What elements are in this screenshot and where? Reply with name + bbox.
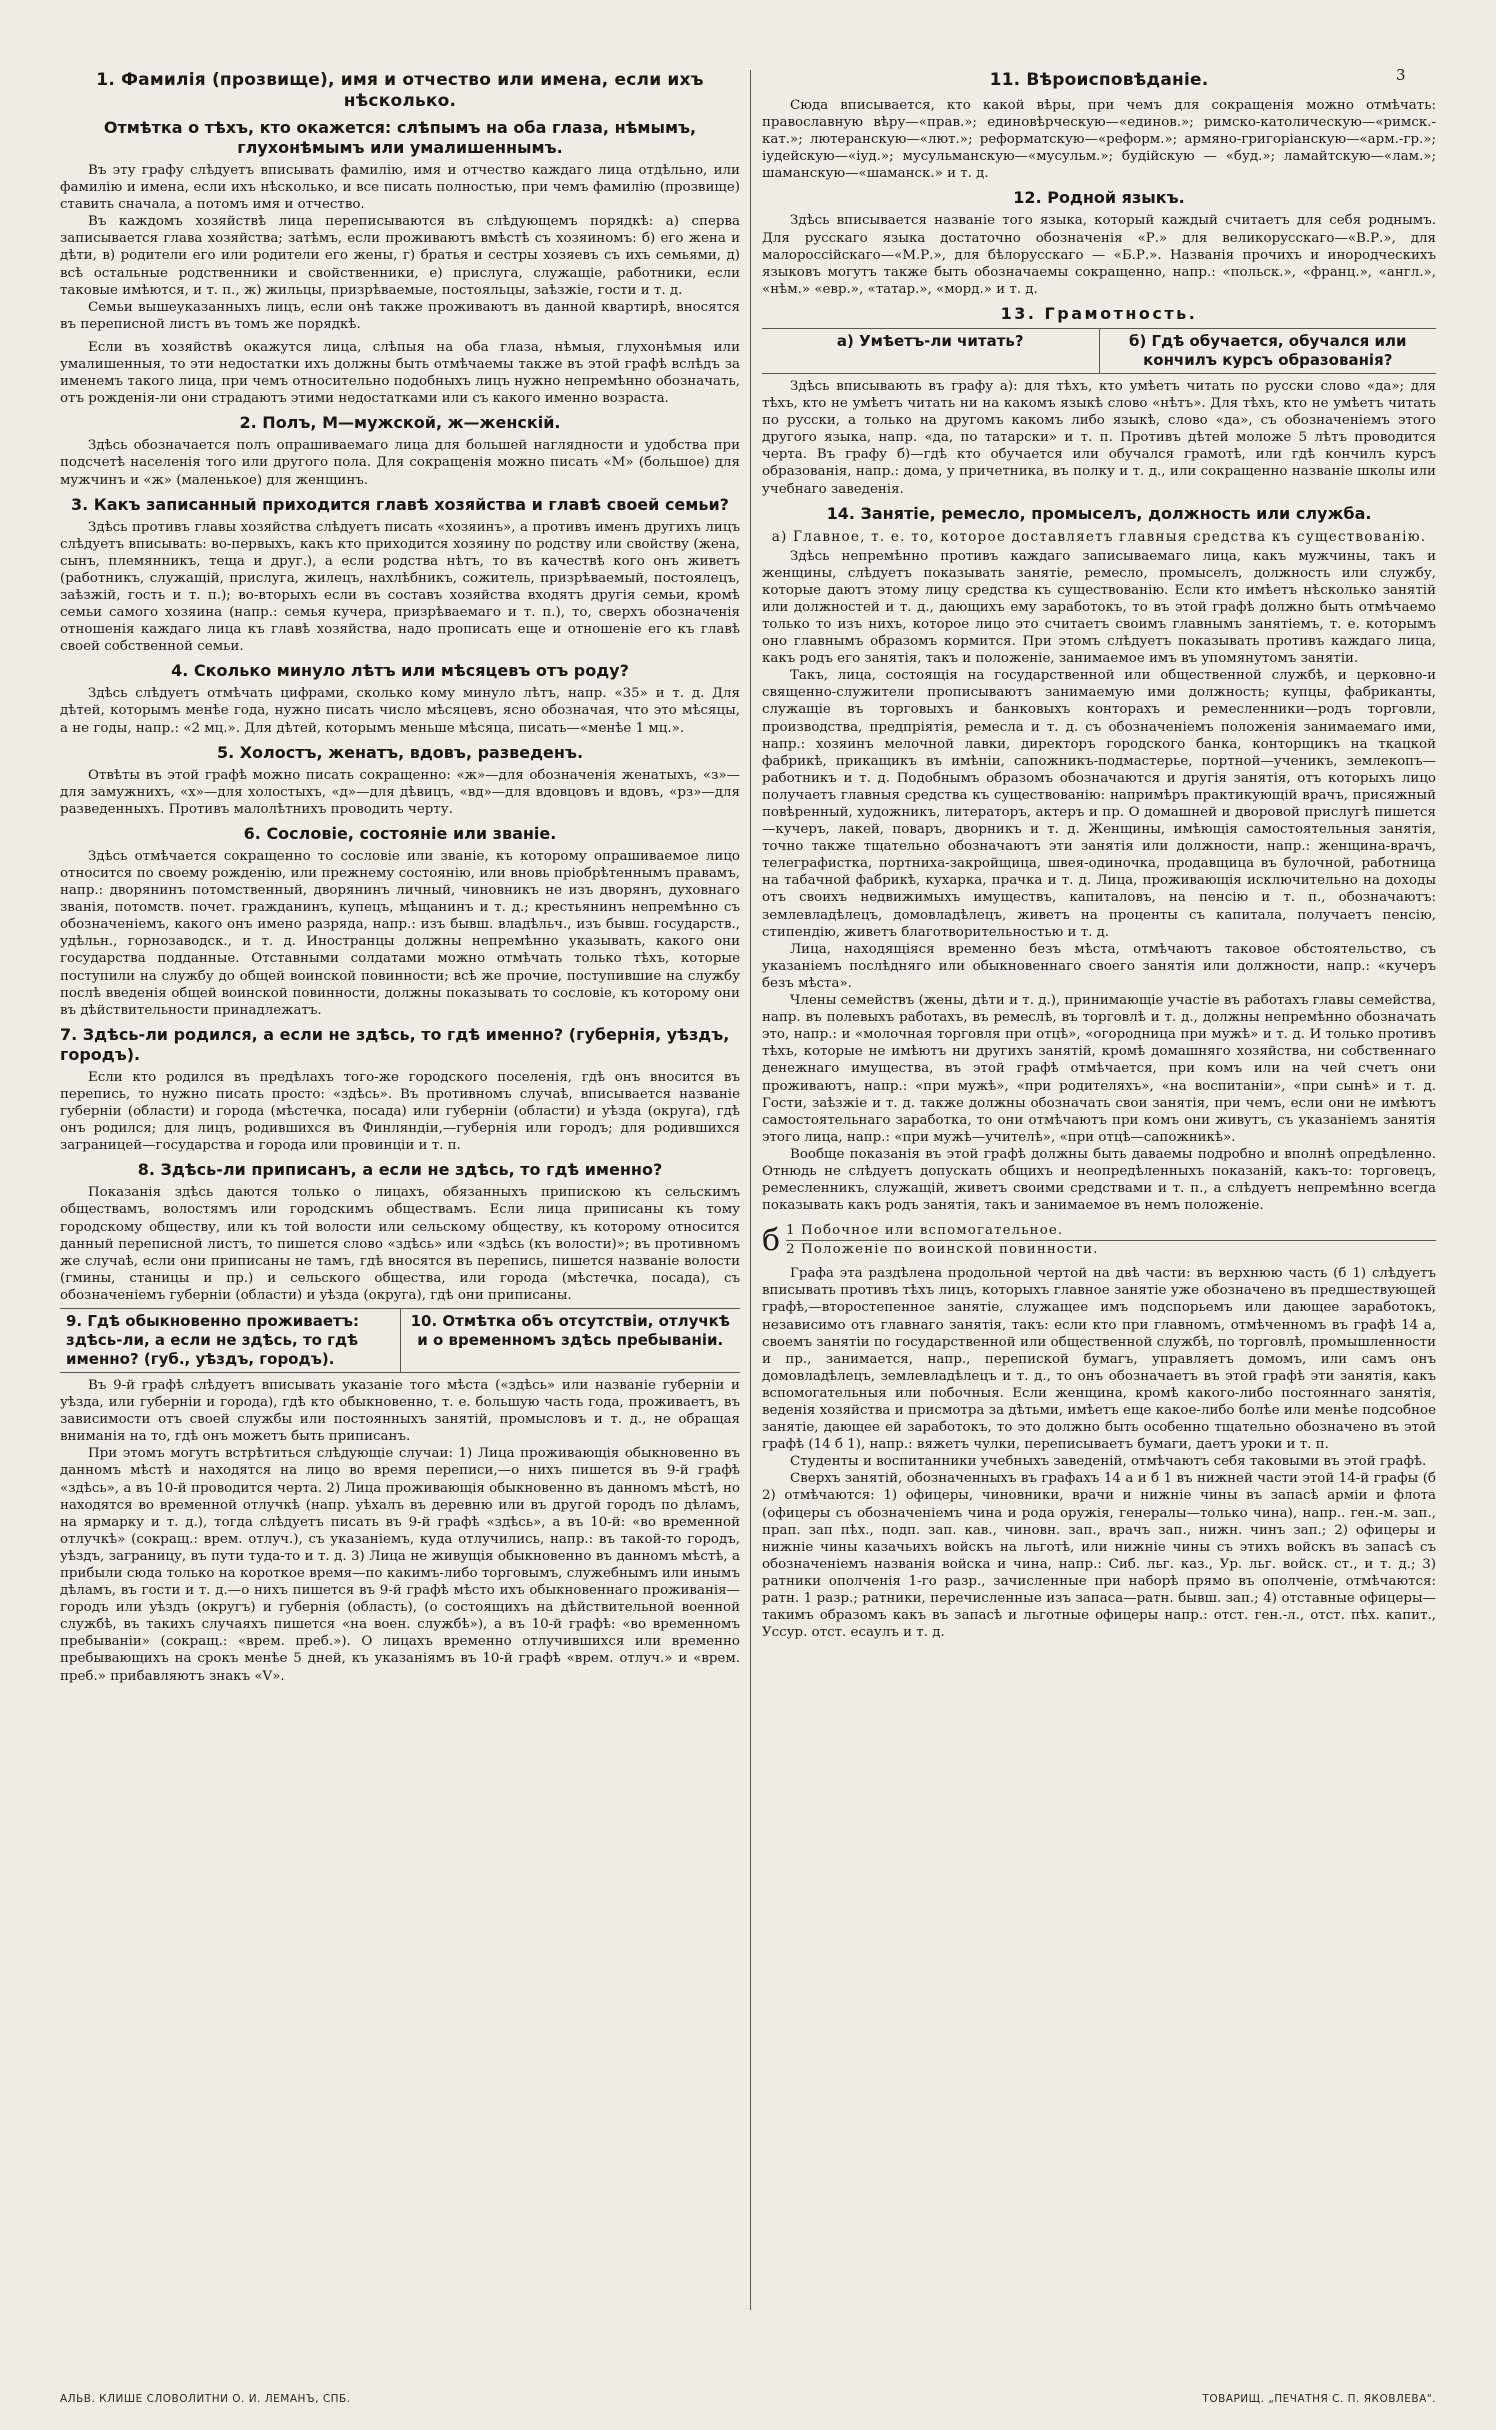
section-13b-title: б) Гдѣ обучается, обучался или кончилъ курсъ образованія? <box>1129 331 1407 369</box>
section-5-paragraph: Отвѣты въ этой графѣ можно писать сокращенно: «ж»—для обозначенія женатыхъ, «з»—для замужнихъ, «х»—для холостыхъ, «д»—для дѣвицъ, «вд»—для вдовцовъ и вдовъ, «рз»—для разведенныхъ. Противъ малолѣтнихъ проводить черту. <box>60 767 740 817</box>
section-4-paragraph: Здѣсь слѣдуетъ отмѣчать цифрами, сколько кому минуло лѣтъ, напр. «35» и т. д. Для дѣтей, которымъ менѣе года, нужно писать число мѣсяцевъ, ясно обозначая, что это мѣсяцы, а не годы, напр.: «2 мц.». Для дѣтей, которымъ меньше мѣсяца, писать—«менѣе 1 мц.». <box>60 686 740 736</box>
section-7-title: 7. Здѣсь-ли родился, а если не здѣсь, то гдѣ именно? (губернія, уѣздъ, городъ). <box>60 1024 730 1064</box>
section-9-title: 9. Гдѣ обыкновенно проживаетъ: здѣсь-ли, а если не здѣсь, то гдѣ именно? (губ., уѣздъ, городъ). <box>66 1311 359 1368</box>
section-8-title: 8. Здѣсь-ли приписанъ, а если не здѣсь, то гдѣ именно? <box>137 1160 663 1180</box>
section-14b1-title: 1 Побочное или вспомогательное. <box>786 1222 1436 1241</box>
section-10-header <box>401 1309 741 1372</box>
section-1-note-title: Отмѣтка о тѣхъ, кто окажется: слѣпымъ на оба глаза, нѣмымъ, глухонѣмымъ или умалишеннымъ. <box>103 118 697 157</box>
column-divider <box>750 70 751 2310</box>
section-9-paragraph: Въ 9-й графѣ слѣдуетъ вписывать указаніе того мѣста («здѣсь» или названіе губерніи и уѣзда, или губерніи и города), гдѣ кто обыкновенно, т. е. большую часть года, проживаетъ, въ зависимости отъ своей службы или постоянныхъ занятій, промысловъ и т. д., не обращая вниманія на то, гдѣ онъ можетъ быть приписанъ. <box>60 1377 740 1445</box>
section-14-paragraph: Такъ, лица, состоящія на государственной или общественной службѣ, и церковно-и священно-служители прописываютъ занимаемую ими должность; купцы, фабриканты, служащіе въ торговыхъ и банковыхъ конторахъ и ремесленники—родъ торговли, производства, предпріятія, ремесла и т. д. съ обозначеніемъ положенія занимаемаго ими, напр.: хозяинъ мелочной лавки, директоръ городского банка, конторщикъ на ткацкой фабрикѣ, прикащикъ въ имѣніи, сапожникъ-подмастерье, портной—ученикъ, землекопъ—работникъ и т. д. Подобнымъ образомъ обозначаются и другія занятія, отъ которыхъ лицо получаетъ главныя средства къ существованію: напримѣръ практикующій врачъ, присяжный повѣренный, художникъ, литераторъ, актеръ и пр. О домашней и дворовой прислугѣ пишется—кучеръ, лакей, поваръ, дворникъ и т. д. Женщины, имѣющія самостоятельныя занятія, точно также тщательно обозначаютъ эти занятія или должности, напр.: женщина-врачъ, телеграфистка, портниха-закройщица, швея-одиночка, продавщица въ булочной, работница на табачной фабрикѣ, кухарка, прачка и т. д. Лица, проживающія исключительно на доходы отъ своихъ недвижимыхъ имуществъ, капиталовъ, на пенсію и т. п., обозначаютъ: землевладѣлецъ, домовладѣлецъ, живетъ на проценты съ капитала, получаетъ пенсію, стипендію, живетъ благотворительностью и т. д. <box>762 668 1436 940</box>
section-3-paragraph: Здѣсь противъ главы хозяйства слѣдуетъ писать «хозяинъ», а противъ именъ другихъ лицъ слѣдуетъ вписывать: во-первыхъ, какъ кто приходится хозяину по родству или свойству (жена, сынъ, племянникъ, теща и друг.), а если родства нѣтъ, то въ качествѣ кого онъ живетъ (работникъ, служащій, прислуга, жилецъ, нахлѣбникъ, сожитель, призрѣваемый, постоялецъ, заѣзжій, гость и т. п.); во-вторыхъ если въ составъ хозяйства входятъ другія семьи, кромѣ семьи самого хозяина (напр.: семья кучера, призрѣваемаго и т. п.), то, сверхъ обозначенія отношенія каждаго лица къ главѣ хозяйства, надо прописать еще и отношеніе его къ главѣ своей собственной семьи. <box>60 519 740 655</box>
section-9-header <box>60 1309 401 1372</box>
section-14b-paragraph: Сверхъ занятій, обозначенныхъ въ графахъ 14 а и б 1 въ нижней части этой 14-й графы (б 2) отмѣчаются: 1) офицеры, чиновники, врачи и нижніе чины въ запасѣ арміи и флота (офицеры съ обозначеніемъ чина и рода оружія, генералы—только чина), напр.. ген.-м. зап., прап. зап пѣх., подп. зап. кав., чиновн. зап., врачъ зап., нижн. чинъ зап.; 2) офицеры и нижніе чины казачьихъ войскъ на льготѣ, или нижніе чины съ этихъ войскъ въ запасѣ съ обозначеніемъ названія войска и чина, напр.: Сиб. льг. каз., Ур. льг. войск. ст., и т. д.; 3) ратники ополченія 1-го разр., зачисленные при наборѣ прямо въ ополченіе, отмѣчаются: ратн. 1 разр.; ратники, перечисленные изъ запаса—ратн. бывш. зап.; 4) отставные офицеры—такимъ образомъ какъ въ запасѣ и льготные офицеры напр.: отст. ген.-л., отст. пѣх. капит., Уссур. отст. есаулъ и т. д. <box>762 1471 1436 1641</box>
section-11-paragraph: Сюда вписывается, кто какой вѣры, при чемъ для сокращенія можно отмѣчать: православную вѣру—«прав.»; единовѣрческую—«единов.»; римско-католическую—«римск.-кат.»; лютеранскую—«лют.»; реформатскую—«реформ.»; армяно-григоріанскую—«арм.-гр.»; іудейскую—«іуд.»; мусульманскую—«мусульм.»; будійскую — «буд.»; ламайтскую—«лам.»; шаманскую—«шаманск.» и т. д. <box>762 98 1436 182</box>
section-12-paragraph: Здѣсь вписывается названіе того языка, который каждый считаетъ для себя роднымъ. Для русскаго языка достаточно обозначенія «Р.» для великорусскаго—«В.Р.», для малороссійскаго—«М.Р.», для бѣлорусскаго — «Б.Р.». Названія прочихъ и инородческихъ языковъ могутъ также быть обозначаемы сокращенно, напр.: «польск.», «франц.», «англ.», «нѣм.» «евр.», «татар.», «морд.» и т. д. <box>762 213 1436 297</box>
left-column <box>60 62 740 1685</box>
section-14-paragraph: Члены семействъ (жены, дѣти и т. д.), принимающіе участіе въ работахъ главы семейства, напр. въ полевыхъ работахъ, въ ремеслѣ, въ торговлѣ и т. д., должны непремѣнно обозначать это, напр.: и «молочная торговля при отцѣ», «огородница при мужѣ» и т. д. И только противъ тѣхъ, которые не имѣютъ ни другихъ занятій, кромѣ домашняго хозяйства, ни собственнаго денежнаго имущества, въ этой графѣ отмѣчается, при комъ или на чей счетъ они проживаютъ, напр.: «при мужѣ», «при родителяхъ», «на воспитаніи», «при сынѣ» и т. д. Гости, заѣзжіе и т. д. также должны обозначать свои занятія, при чемъ, если они не имѣютъ самостоятельнаго заработка, то они отмѣчаютъ при комъ они живутъ, съ указаніемъ занятія этого лица, напр.: «при мужѣ—учителѣ», «при отцѣ—сапожникѣ». <box>762 993 1436 1145</box>
section-7-paragraph: Если кто родился въ предѣлахъ того-же городского поселенія, гдѣ онъ вносится въ перепись, то нужно писать просто: «здѣсь». Въ противномъ случаѣ, вписывается названіе губерніи (области) и города (мѣстечка, посада) или губерніи (области) и уѣзда (округа), гдѣ онъ родился; для лицъ, родившихся въ Финляндіи,—губернія или городъ; для родившихся заграницей—государства и города или провинціи и т. п. <box>60 1069 740 1154</box>
section-13a-title: а) Умѣетъ-ли читать? <box>836 331 1024 350</box>
section-14-title: 14. Занятіе, ремесло, промыселъ, должность или служба. <box>826 503 1372 523</box>
section-1-paragraph: Семьи вышеуказанныхъ лицъ, если онѣ также проживаютъ въ данной квартирѣ, вносятся въ переписной листъ въ томъ же порядкѣ. <box>60 299 740 332</box>
section-13-subheader <box>762 328 1436 374</box>
section-14b-header <box>762 1222 1436 1259</box>
section-14b-letter: б <box>762 1222 781 1258</box>
section-5-title: 5. Холостъ, женатъ, вдовъ, разведенъ. <box>216 742 584 762</box>
section-14b-paragraph: Студенты и воспитанники учебныхъ заведеній, отмѣчаютъ себя таковыми въ этой графѣ. <box>790 1454 1427 1470</box>
section-13b-header <box>1100 329 1437 373</box>
section-14a-subtitle: а) Главное, т. е. то, которое доставляетъ главныя средства къ существованію. <box>771 528 1427 545</box>
section-14b-paragraph: Графа эта раздѣлена продольной чертой на двѣ части: въ верхнюю часть (б 1) слѣдуетъ вписывать противъ тѣхъ лицъ, которыхъ главное занятіе уже обозначено въ предшествующей графѣ,—второстепенное занятіе, служащее имъ подспорьемъ или дающее заработокъ, независимо отъ главнаго занятія, такъ: если кто при главномъ, отмѣченномъ въ графѣ 14 а, своемъ занятіи по государственной или общественной службѣ, по торговлѣ, промышленности и пр., занимается, напр., перепиской бумагъ, управляетъ домомъ, или самъ онъ домовладѣлецъ, землевладѣлецъ и т. д., то онъ обозначаетъ въ этой графѣ эти занятія, какъ вспомогательныя или побочныя. Если женщина, кромѣ какого-либо постояннаго занятія, веденія хозяйства и присмотра за дѣтьми, имѣетъ еще какое-либо болѣе или менѣе подсобное занятіе, дающее ей заработокъ, то это должно быть особенно тщательно обозначено въ этой графѣ (14 б 1), напр.: вяжетъ чулки, переписываетъ бумаги, даетъ уроки и т. п. <box>762 1266 1436 1453</box>
section-2-title: 2. Полъ, М—мужской, ж—женскій. <box>239 413 561 433</box>
section-6-paragraph: Здѣсь отмѣчается сокращенно то сословіе или званіе, къ которому опрашиваемое лицо относится по своему рожденію, или прежнему состоянію, или вновь пріобрѣтеннымъ правамъ, напр.: дворянинъ потомственный, дворянинъ личный, чиновникъ не изъ дворянъ, духовнаго званія, потомств. почет. гражданинъ, купецъ, мѣщанинъ и т. д.; крестьянинъ непремѣнно съ обозначеніемъ, какого онъ имено разряда, напр.: изъ бывш. владѣльч., изъ бывш. государств., удѣльн., горнозаводск., и т. д. Иностранцы должны непремѣнно указывать, какого они государства подданные. Отставными солдатами можно отмѣчать только тѣхъ, которые поступили на службу до общей воинской повинности; всѣ же прочие, поступившие на службу послѣ введенія общей воинской повинности, должны показывать то сословіе, къ которому они въ дѣйствительности принадлежатъ. <box>60 848 740 1018</box>
right-column <box>762 62 1436 1641</box>
section-6-title: 6. Сословіе, состояніе или званіе. <box>243 823 557 843</box>
section-14-paragraph: Вообще показанія въ этой графѣ должны быть даваемы подробно и вполнѣ опредѣленно. Отнюдь не слѣдуетъ допускать общихъ и неопредѣленныхъ показаній, какъ-то: торговецъ, ремесленникъ, служащій, живетъ своими средствами и т. п., а слѣдуетъ непремѣнно всегда показывать какъ родъ занятія, такъ и занимаемое въ немъ положеніе. <box>762 1146 1436 1214</box>
section-13-paragraph: Здѣсь вписывають въ графу а): для тѣхъ, кто умѣетъ читать по русски слово «да»; для тѣхъ, кто не умѣетъ читать ни на какомъ языкѣ слово «нѣтъ». Для тѣхъ, кто не умѣетъ читать по русски, а только на другомъ какомъ либо языкѣ, слово «да», съ обозначеніемъ этого другого языка, напр. «да, по татарски» и т. п. Противъ дѣтей моложе 5 лѣтъ проводится черта. Въ графу б)—гдѣ кто обучается или обучался грамотѣ, или гдѣ кончилъ курсъ образованія, напр.: дома, у причетника, въ полку и т. д., или сокращенно названіе школы или учебнаго заведенія. <box>762 378 1436 497</box>
section-14b-rows <box>786 1222 1436 1259</box>
printer-credit-left: АЛЬВ. КЛИШЕ СЛОВОЛИТНИ О. И. ЛЕМАНЪ, СПБ. <box>60 2393 351 2405</box>
section-1-paragraph: Въ каждомъ хозяйствѣ лица переписываются въ слѣдующемъ порядкѣ: а) сперва записывается глава хозяйства; затѣмъ, если проживаютъ вмѣстѣ съ хозяиномъ: б) его жена и дѣти, в) родители его или родители его жены, г) братья и сестры хозяевъ съ ихъ семьями, д) всѣ остальные родственники и свойственники, е) прислуга, служащіе, работники, если таковые имѣются, и т. п., ж) жильцы, призрѣваемые, постояльцы, заѣзжіе, гости и т. д. <box>60 214 740 298</box>
section-1-title: 1. Фамилія (прозвище), имя и отчество или имена, если ихъ нѣсколько. <box>96 70 704 111</box>
section-12-title: 12. Родной языкъ. <box>1013 188 1185 208</box>
section-14-paragraph: Здѣсь непремѣнно противъ каждаго записываемаго лица, какъ мужчины, такъ и женщины, слѣдуетъ показывать занятіе, ремесло, промыселъ, должность или службу, которые даютъ этому лицу средства къ существованію. Если кто имѣетъ нѣсколько занятій или должностей и т. д., дающихъ ему заработокъ, то въ этой графѣ должно быть отмѣчаемо только то изъ нихъ, которое лицо это считаетъ своимъ главнымъ занятіемъ, т. е. которымъ оно главнымъ образомъ кормится. При этомъ слѣдуетъ показывать противъ каждаго лица, какъ родъ его занятія, такъ и положеніе, занимаемое имъ въ упомянутомъ занятіи. <box>762 548 1436 667</box>
section-1-paragraph: Если въ хозяйствѣ окажутся лица, слѣпыя на оба глаза, нѣмыя, глухонѣмыя или умалишенныя, то эти недостатки ихъ должны быть отмѣчаемы также въ этой графѣ вслѣдъ за именемъ такого лица, при чемъ относительно подобныхъ лицъ нужно непремѣнно обозначать, отъ рожденія-ли они страдаютъ этими недостатками или съ какого именно возраста. <box>60 339 740 407</box>
section-2-paragraph: Здѣсь обозначается полъ опрашиваемаго лица для большей наглядности и удобства при подсчетѣ населенія того или другого пола. Для сокращенія можно писать «М» (большое) для мужчинъ и «ж» (маленькое) для женщинъ. <box>60 438 740 488</box>
section-14b2-title: 2 Положеніе по воинской повинности. <box>786 1242 1099 1258</box>
section-8-paragraph: Показанія здѣсь даются только о лицахъ, обязанныхъ припискою къ сельскимъ обществамъ, волостямъ или городскимъ обществамъ. Если лица приписаны къ тому городскому обществу, или къ той волости или сельскому обществу, къ которому относится данный переписной листъ, то пишется слово «здѣсь» или «здѣсь (къ волости)»; въ противномъ же случаѣ, если они приписаны не тамъ, гдѣ вносятся въ перепись, пишется названіе волости (гмины, станицы и пр.) и сельского общества, или города (мѣстечка, посада), съ обозначеніемъ губерніи (области) и уѣзда (округа), гдѣ они приписаны. <box>60 1185 740 1303</box>
section-13a-header <box>762 329 1100 373</box>
section-13-title: 13. Грамотность. <box>1000 303 1198 323</box>
printer-credit-right: ТОВАРИЩ. „ПЕЧАТНЯ С. П. ЯКОВЛЕВА". <box>1202 2393 1436 2405</box>
sections-9-10-header <box>60 1308 740 1373</box>
section-3-title: 3. Какъ записанный приходится главѣ хозяйства и главѣ своей семьи? <box>71 494 729 514</box>
section-1-paragraph: Въ эту графу слѣдуетъ вписывать фамилію, имя и отчество каждаго лица отдѣльно, или фамилію и имена, если ихъ нѣсколько, и все писать полностью, при чемъ фамилію (прозвище) ставить сначала, а потомъ имя и отчество. <box>60 163 740 213</box>
section-4-title: 4. Сколько минуло лѣтъ или мѣсяцевъ отъ роду? <box>171 661 629 681</box>
section-9-paragraph: При этомъ могутъ встрѣтиться слѣдующіе случаи: 1) Лица проживающія обыкновенно въ данномъ мѣстѣ и находятся на лицо во время переписи,—о нихъ пишется въ 9-й графѣ «здѣсь», а въ 10-й проводится черта. 2) Лица проживающія обыкновенно въ данномъ мѣстѣ, но находятся во временной отлучкѣ (напр. уѣхалъ въ деревню или въ другой городъ по дѣламъ, на ярмарку и т. д.), тогда слѣдуетъ писать въ 9-й графѣ «здѣсь», а въ 10-й: «во временной отлучкѣ» (сокращ.: врем. отлуч.), съ указаніемъ, куда отлучились, напр.: въ такой-то городъ, уѣздъ, заграницу, въ пути туда-то и т. д. 3) Лица не живущія обыкновенно въ данномъ мѣстѣ, а прибыли сюда только на короткое время—по какимъ-либо торговымъ, служебнымъ или инымъ дѣламъ, въ гости и т. д.—о нихъ пишется въ 9-й графѣ мѣсто ихъ обыкновеннаго проживанія—городъ или уѣздъ (округъ) и губернія (область), (о состоящихъ на дѣйствительной военной службѣ, въ такихъ случаяхъ пишется «на воен. службѣ»), а въ 10-й графѣ: «во временномъ пребываніи» (сокращ.: «врем. преб.»). О лицахъ временно отлучившихся или временно пребывающихъ на срокъ менѣе 5 дней, къ указаніямъ въ 10-й графѣ «врем. отлуч.» и «врем. преб.» прибавляютъ знакъ «V». <box>60 1446 740 1684</box>
page-number: 3 <box>1396 66 1406 84</box>
section-10-title: 10. Отмѣтка объ отсутствіи, отлучкѣ и о временномъ здѣсь пребываніи. <box>410 1311 730 1349</box>
section-14-paragraph: Лица, находящіяся временно безъ мѣста, отмѣчаютъ таковое обстоятельство, съ указаніемъ послѣдняго или обыкновеннаго своего занятія или должности, напр.: «кучеръ безъ мѣста». <box>762 941 1436 991</box>
section-11-title: 11. Вѣроисповѣданіе. <box>989 70 1209 90</box>
